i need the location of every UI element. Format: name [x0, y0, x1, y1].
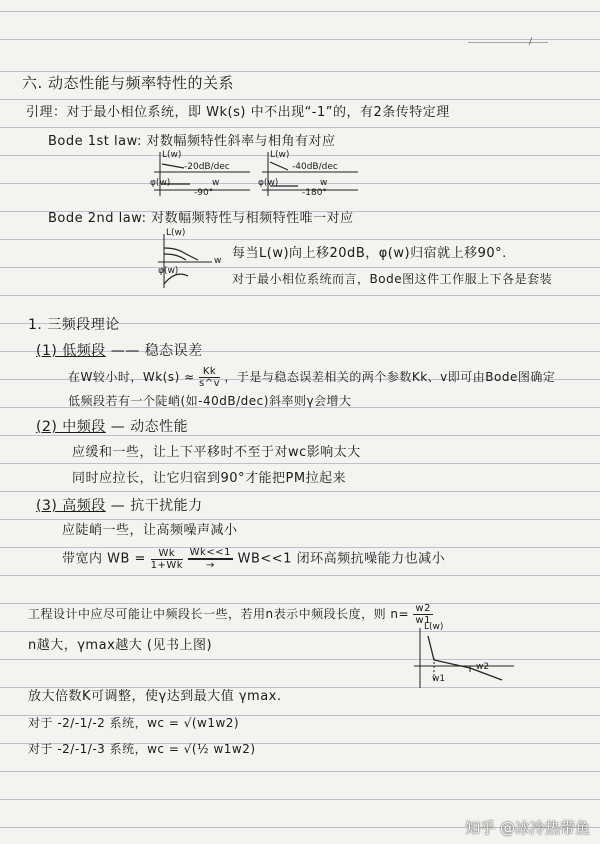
g3-phi-label: φ(w)	[158, 266, 179, 276]
high-band-heading	[36, 497, 203, 515]
g2-deg-label: -180°	[302, 188, 327, 198]
note-minimum-phase: 对于最小相位系统而言，Bode图这件工作服上下各是套装	[232, 272, 553, 286]
mid-band-line2: 同时应拉长，让它归宿到90°才能把PM拉起来	[72, 471, 347, 486]
g2-phi-label: φ(w)	[258, 178, 279, 188]
lemma-line: 引理：对于最小相位系统，即 Wk(s) 中不出现“-1”的，有2条传特定理	[26, 105, 450, 120]
g4-w2-label: w2	[476, 662, 490, 672]
mid-band-heading	[36, 418, 188, 436]
n-frac-num: w2	[415, 603, 431, 614]
low-band-head: (1) 低频段	[36, 343, 106, 359]
g3-lw-label: L(w)	[166, 228, 186, 238]
g4-lw-label: L(w)	[424, 622, 444, 632]
mid-band-head: (2) 中频段	[36, 419, 106, 435]
g4-w1-label: w1	[432, 674, 446, 684]
bode-sketch-shift	[156, 230, 226, 290]
low-frac-num: Kk	[199, 366, 220, 378]
bode-second-law: Bode 2nd law: 对数幅频特性与相频特性唯一对应	[48, 211, 354, 226]
g1-deg-label: -90°	[194, 188, 214, 198]
g1-phi-label: φ(w)	[150, 178, 171, 188]
g2-slope-label: -40dB/dec	[292, 162, 338, 172]
bandwidth-line	[62, 547, 445, 571]
high-band-tag: 抗干扰能力	[130, 498, 203, 514]
n-frac-den: w1	[415, 615, 431, 626]
bode-first-law: Bode 1st law: 对数幅频特性斜率与相角有对应	[48, 134, 336, 149]
g2-w-label: w	[320, 178, 328, 188]
low-band-line2: 低频段若有一个陡峭(如-40dB/dec)斜率则γ会增大	[68, 394, 352, 408]
low-band-dash: ——	[110, 343, 140, 359]
bw-frac-num: Wk	[151, 548, 183, 560]
low-band-line1	[68, 366, 555, 389]
bode-sketch-40db	[258, 150, 368, 198]
g3-w-label: w	[214, 256, 222, 266]
design-line1	[28, 603, 433, 626]
low-frac-den: s^v	[199, 378, 221, 389]
bw-cond: Wk<<1	[189, 547, 231, 558]
low-line1-part-a: 在W较小时，Wk(s) ≈	[68, 370, 195, 384]
g2-lw-label: L(w)	[270, 150, 290, 160]
bode-sketch-20db	[150, 150, 260, 198]
watermark: 知乎 @冰冷热带鱼	[465, 819, 590, 837]
design-line1-text: 工程设计中应尽可能让中频段长一些，若用n表示中频段长度，则 n=	[28, 607, 410, 621]
bw-wb: WB =	[107, 551, 146, 567]
section-6-title: 六. 动态性能与频率特性的关系	[22, 74, 235, 92]
design-line2: n越大，γmax越大 (见书上图)	[28, 638, 213, 653]
bw-rest: WB<<1 闭环高频抗噪能力也减小	[237, 551, 446, 567]
design-line3: 放大倍数K可调整，使γ达到最大值 γmax.	[28, 689, 282, 704]
low-band-heading	[36, 342, 203, 360]
mid-band-line1: 应缓和一些，让上下平移时不至于对wc影响太大	[72, 445, 361, 460]
note-shift-up: 每当L(w)向上移20dB，φ(w)归宿就上移90°.	[232, 246, 507, 261]
mid-band-dash: —	[110, 419, 126, 435]
g1-lw-label: L(w)	[162, 150, 182, 160]
g1-w-label: w	[212, 178, 220, 188]
high-band-line1: 应陡峭一些，让高频噪声减小	[62, 523, 238, 538]
bw-arrow-condition: $\frac{Wk<<1}{\to}$	[189, 547, 231, 571]
g1-slope-label: -20dB/dec	[184, 162, 230, 172]
low-line1-part-b: ，于是与稳态误差相关的两个参数Kk、v即可由Bode图确定	[224, 370, 556, 384]
mid-band-length-sketch	[410, 622, 520, 690]
high-band-dash: —	[110, 498, 126, 514]
mid-band-tag: 动态性能	[130, 419, 189, 435]
bw-frac-den: 1+Wk	[150, 559, 184, 571]
section-three-band-title: 1. 三频段理论	[28, 317, 120, 333]
bw-label: 带宽内	[62, 551, 103, 567]
high-band-head: (3) 高频段	[36, 498, 106, 514]
design-line4: 对于 -2/-1/-2 系统，wc = √(w1w2)	[28, 716, 240, 730]
design-line5: 对于 -2/-1/-3 系统，wc = √(½ w1w2)	[28, 742, 256, 756]
page-corner-mark	[468, 42, 548, 45]
low-band-fraction	[199, 366, 220, 389]
bw-fraction	[151, 548, 183, 571]
low-band-tag: 稳态误差	[144, 343, 203, 359]
